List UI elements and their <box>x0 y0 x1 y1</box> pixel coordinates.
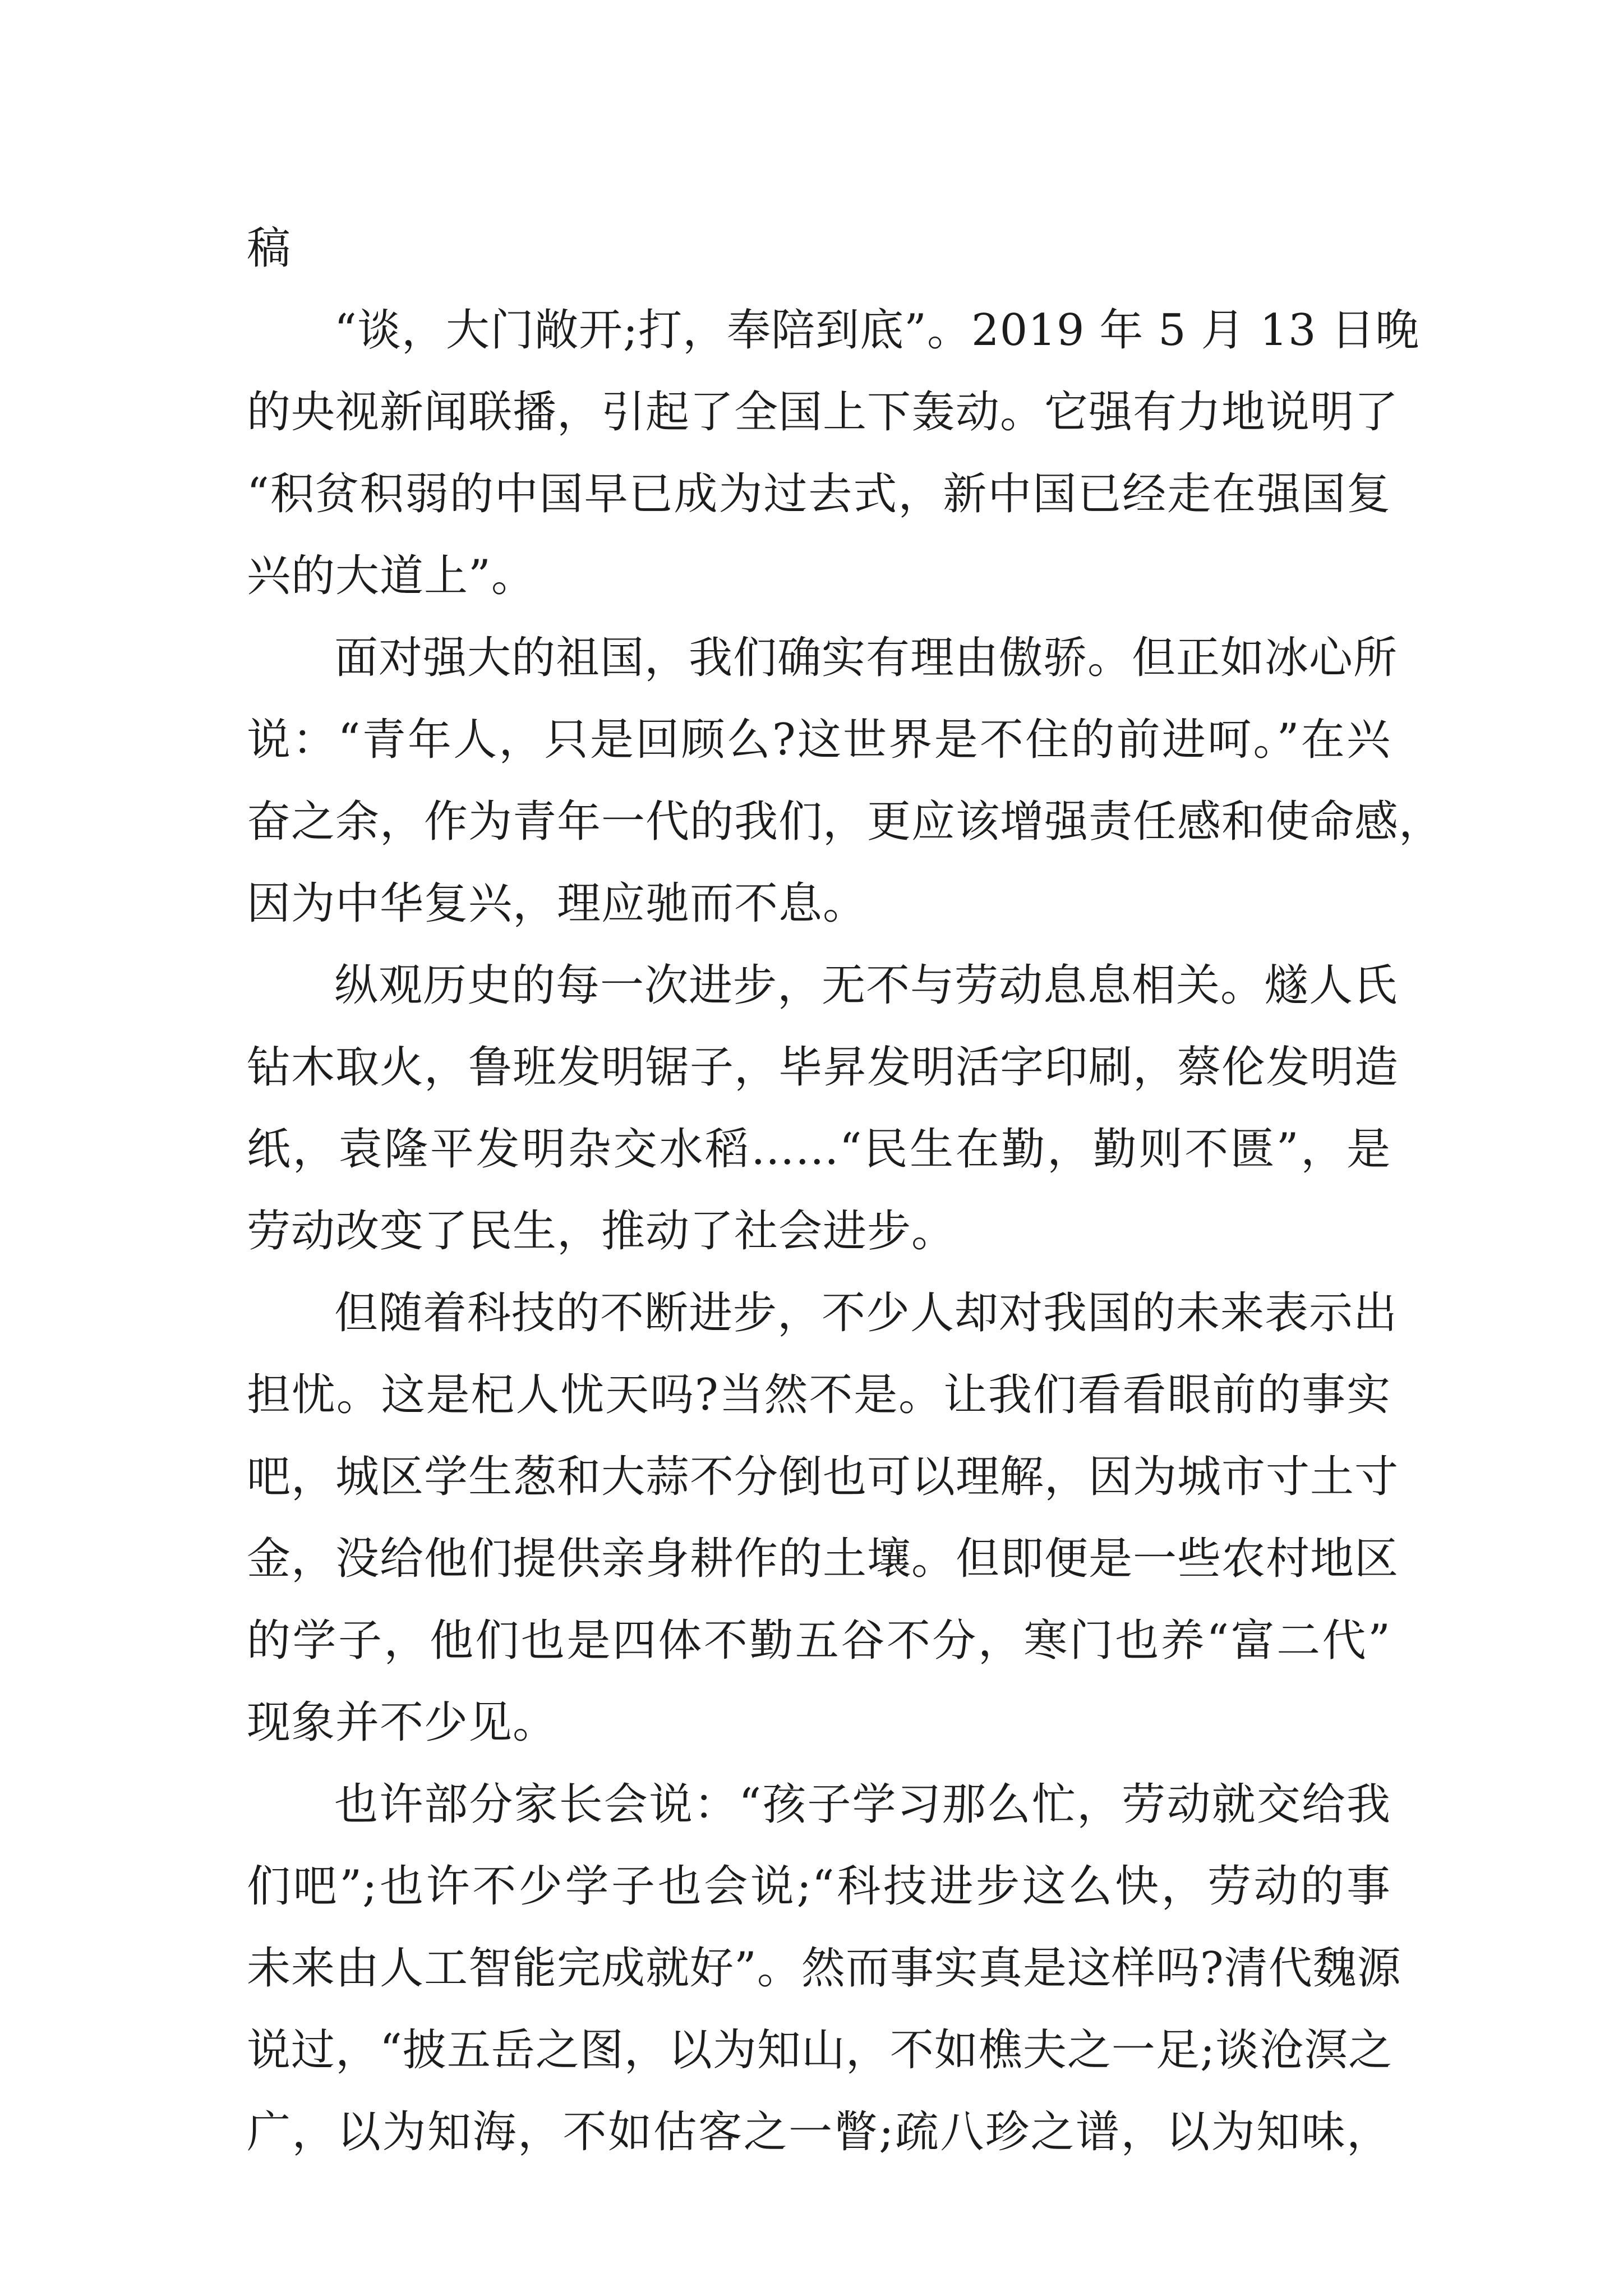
text-line: 劳动改变了民生，推动了社会进步。 <box>247 1206 956 1257</box>
text-line: “谈，大门敞开;打，奉陪到底”。2019 年 5 月 13 日晚 <box>334 305 1420 356</box>
text-line: 未来由人工智能完成就好”。然而事实真是这样吗?清代魏源 <box>247 1943 1401 1994</box>
text-line: 纵观历史的每一次进步，无不与劳动息息相关。燧人氏 <box>334 960 1398 1011</box>
text-line: 钻木取火，鲁班发明锯子，毕昇发明活字印刷，蔡伦发明造 <box>247 1042 1399 1093</box>
text-line: 因为中华复兴，理应驰而不息。 <box>247 878 868 929</box>
text-line: 金，没给他们提供亲身耕作的土壤。但即便是一些农村地区 <box>247 1534 1399 1584</box>
text-line: 说：“青年人，只是回顾么?这世界是不住的前进呵。”在兴 <box>247 715 1391 765</box>
text-line: 吧，城区学生葱和大蒜不分倒也可以理解，因为城市寸土寸 <box>247 1452 1399 1502</box>
text-line: 的央视新闻联播，引起了全国上下轰动。它强有力地说明了 <box>247 387 1399 438</box>
text-line: 兴的大道上”。 <box>247 551 536 601</box>
text-line: 也许部分家长会说：“孩子学习那么忙，劳动就交给我 <box>334 1779 1391 1830</box>
text-line: “积贫积弱的中国早已成为过去式，新中国已经走在强国复 <box>247 469 1391 519</box>
text-line: 稿 <box>247 223 292 274</box>
text-line: 担忧。这是杞人忧天吗?当然不是。让我们看看眼前的事实 <box>247 1370 1391 1420</box>
text-line: 广，以为知海，不如估客之一瞥;疏八珍之谱，以为知味， <box>247 2107 1391 2157</box>
document-body <box>247 208 1444 2173</box>
text-line: 现象并不少见。 <box>247 1697 557 1748</box>
text-line: 的学子，他们也是四体不勤五谷不分，寒门也养“富二代” <box>247 1616 1391 1666</box>
text-line: 奋之余，作为青年一代的我们，更应该增强责任感和使命感， <box>247 797 1444 847</box>
text-line: 面对强大的祖国，我们确实有理由傲骄。但正如冰心所 <box>334 633 1398 683</box>
text-line: 们吧”;也许不少学子也会说;“科技进步这么快，劳动的事 <box>247 1861 1391 1912</box>
text-line: 说过，“披五岳之图，以为知山，不如樵夫之一足;谈沧溟之 <box>247 2025 1393 2076</box>
text-line: 纸，袁隆平发明杂交水稻……“民生在勤，勤则不匮”，是 <box>247 1124 1391 1175</box>
text-line: 但随着科技的不断进步，不少人却对我国的未来表示出 <box>334 1288 1398 1338</box>
